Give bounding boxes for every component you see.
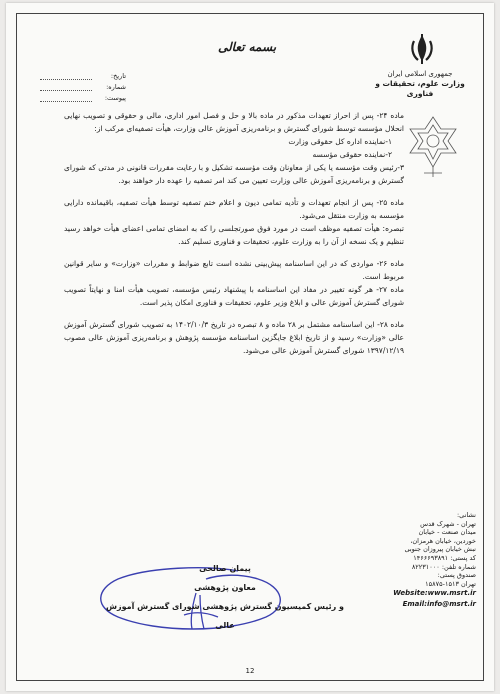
phone-number: شماره تلفن: ۸۲۲۳۱۰۰۰: [411, 562, 476, 571]
page-number: 12: [245, 667, 255, 675]
number-dotted-line: [40, 90, 92, 91]
article-24-item-3: ۳-رئیس وقت مؤسسه یا یکی از معاونان وقت مؤسسه تشکیل و با رعایت مقررات قانونی در مدتی که شورای گسترش و برنامه‌ریزی آموزش عالی وزارت تعیین می کند امر تصفیه را عهده دار خواهند بود.: [64, 163, 404, 185]
signatory-title: و رئیس کمیسیون گسترش پژوهشی شورای گسترش آموزش عالی: [106, 602, 344, 630]
attachment-label: پیوست:: [104, 94, 126, 102]
article-24-item-1: ۱-نماینده اداره کل حقوقی وزارت: [288, 137, 392, 146]
signature-block: [100, 559, 350, 635]
signatory-name: پیمان صالحی: [199, 564, 251, 573]
article-28: ماده ۲۸- این اساسنامه مشتمل بر ۲۸ ماده و ۸ تبصره در تاریخ ۱۴۰۲/۱۰/۳ به تصویب شورای گسترش آموزش عالی «وزارت» رسید و از تاریخ ابلاغ جایگزین اساسنامه مؤسسه پژوهش و برنامه‌ریزی آموزش عالی مصوب ۱۳۹۷/۱۲/۱۹ شورای گسترش آموزش عالی می‌شود.: [64, 320, 404, 355]
number-label: شماره:: [106, 83, 126, 91]
signatory-role: معاون پژوهشی: [194, 583, 256, 592]
letter-metadata: [40, 71, 126, 104]
document-page: [6, 3, 494, 691]
article-25: ماده ۲۵- پس از انجام تعهدات و تأدیه تمامی دیون و اعلام ختم تصفیه توسط هیأت تصفیه، باقیمانده دارایی مؤسسه به وزارت منتقل می‌شود.: [64, 198, 404, 220]
contact-info: [362, 511, 476, 610]
postal-code: کد پستی: ۱۴۶۶۶۹۳۸۹۱: [413, 553, 476, 562]
date-dotted-line: [40, 79, 92, 80]
email-link[interactable]: Email:info@msrt.ir: [402, 600, 476, 609]
article-24: ماده ۲۴- پس از احراز تعهدات مذکور در ماده بالا و حل و فصل امور اداری، مالی و حقوقی و تصویب نهایی انحلال مؤسسه توسط شورای گسترش و برنامه‌ریزی آموزش عالی وزارت، هیأت تصفیه‌ای مرکب از:: [64, 111, 404, 133]
ornament-icon: [404, 115, 462, 179]
po-box: تهران ۱۵۱۳-۱۵۸۷۵: [425, 579, 476, 588]
article-25-note: تبصره: هیأت تصفیه موظف است در مورد فوق صورتجلسی را که به امضای تمامی اعضای هیأت خواهد رسید تنظیم و یک نسخه از آن را به وزارت علوم، تحقیقات و فناوری تسلیم کند.: [64, 224, 404, 246]
bismillah-heading: بسمه تعالی: [218, 40, 277, 54]
date-row: [40, 71, 126, 82]
attachment-dotted-line: [40, 101, 92, 102]
attachment-row: [40, 93, 126, 104]
article-26: ماده ۲۶- مواردی که در این اساسنامه پیش‌بینی نشده است تابع ضوابط و مقررات «وزارت» و سایر قوانین مربوط است.: [64, 259, 404, 281]
address-line-2: میدان صنعت - خیابان: [418, 528, 476, 537]
address-line-3: خوردین، خیابان هرمزان،: [410, 536, 476, 545]
date-label: تاریخ:: [110, 72, 126, 80]
article-27: ماده ۲۷- هر گونه تغییر در مفاد این اساسنامه با پیشنهاد رئیس مؤسسه، تصویب هیأت امنا و نهایتاً تصویب شورای گسترش آموزش عالی و ابلاغ وزیر علوم، تحقیقات و فناوری امکان پذیر است.: [64, 285, 404, 307]
ministry-line1: جمهوری اسلامی ایران: [387, 70, 453, 78]
iran-emblem-icon: [408, 33, 436, 65]
po-box-label: صندوق پستی:: [437, 571, 476, 580]
ministry-line2: وزارت علوم، تحقیقات و فناوری: [375, 79, 465, 98]
address-line-1: تهران - شهرک قدس: [420, 519, 476, 528]
number-row: [40, 82, 126, 93]
address-label: نشانی:: [456, 511, 476, 519]
address-line-4: نبش خیابان پیروزان جنوبی: [404, 545, 476, 554]
article-24-item-2: ۲-نماینده حقوقی مؤسسه: [312, 150, 392, 159]
website-link[interactable]: Website:www.msrt.ir: [393, 589, 476, 598]
ministry-name: [364, 69, 476, 99]
document-body: [64, 109, 404, 357]
